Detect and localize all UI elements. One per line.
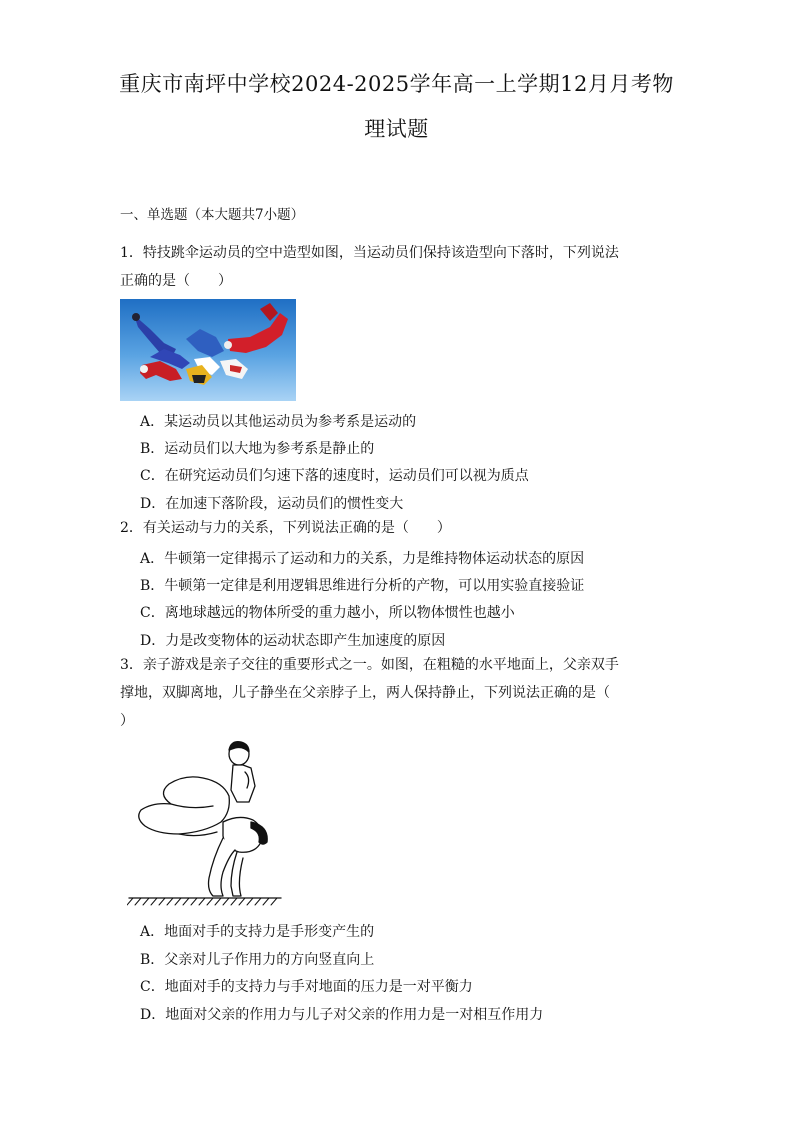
- question-1-option-d: D．在加速下落阶段，运动员们的惯性变大: [140, 496, 404, 512]
- question-2-option-d: D．力是改变物体的运动状态即产生加速度的原因: [140, 633, 446, 649]
- question-3-option-a: A．地面对手的支持力是手形变产生的: [140, 924, 375, 940]
- question-3-option-d: D．地面对父亲的作用力与儿子对父亲的作用力是一对相互作用力: [140, 1007, 544, 1023]
- question-3-option-b: B．父亲对儿子作用力的方向竖直向上: [140, 952, 375, 968]
- section-heading: 一、单选题（本大题共7小题）: [120, 207, 305, 223]
- question-2-option-a: A．牛顿第一定律揭示了运动和力的关系，力是维持物体运动状态的原因: [140, 551, 585, 567]
- question-2-option-b: B．牛顿第一定律是利用逻辑思维进行分析的产物，可以用实验直接验证: [140, 578, 585, 594]
- question-2-option-c: C．离地球越远的物体所受的重力越小，所以物体惯性也越小: [140, 605, 515, 621]
- question-3-option-c: C．地面对手的支持力与手对地面的压力是一对平衡力: [140, 979, 473, 995]
- question-1-option-b: B．运动员们以大地为参考系是静止的: [140, 441, 375, 457]
- question-3-line-3: ）: [120, 713, 134, 729]
- question-1-stem: [120, 239, 680, 295]
- question-1-option-a: A．某运动员以其他运动员为参考系是运动的: [140, 414, 417, 430]
- question-1-line-2: 正确的是（ ）: [120, 273, 232, 289]
- question-1-option-c: C．在研究运动员们匀速下落的速度时，运动员们可以视为质点: [140, 468, 529, 484]
- skydivers-photo: [120, 299, 296, 401]
- question-2-line-1: 2．有关运动与力的关系，下列说法正确的是（ ）: [120, 520, 451, 536]
- question-3-line-2: 撑地，双脚离地，儿子静坐在父亲脖子上，两人保持静止，下列说法正确的是（: [120, 685, 610, 701]
- question-2-stem: [120, 514, 680, 542]
- exam-title-line-2: 理试题: [364, 117, 429, 141]
- father-son-figure: [127, 738, 287, 908]
- question-1-line-1: 1．特技跳伞运动员的空中造型如图，当运动员们保持该造型向下落时，下列说法: [120, 245, 619, 261]
- exam-title-line-1: 重庆市南坪中学校2024-2025学年高一上学期12月月考物: [119, 72, 674, 96]
- question-3-stem: [120, 651, 680, 735]
- question-3-line-1: 3．亲子游戏是亲子交往的重要形式之一。如图，在粗糙的水平地面上，父亲双手: [120, 657, 619, 673]
